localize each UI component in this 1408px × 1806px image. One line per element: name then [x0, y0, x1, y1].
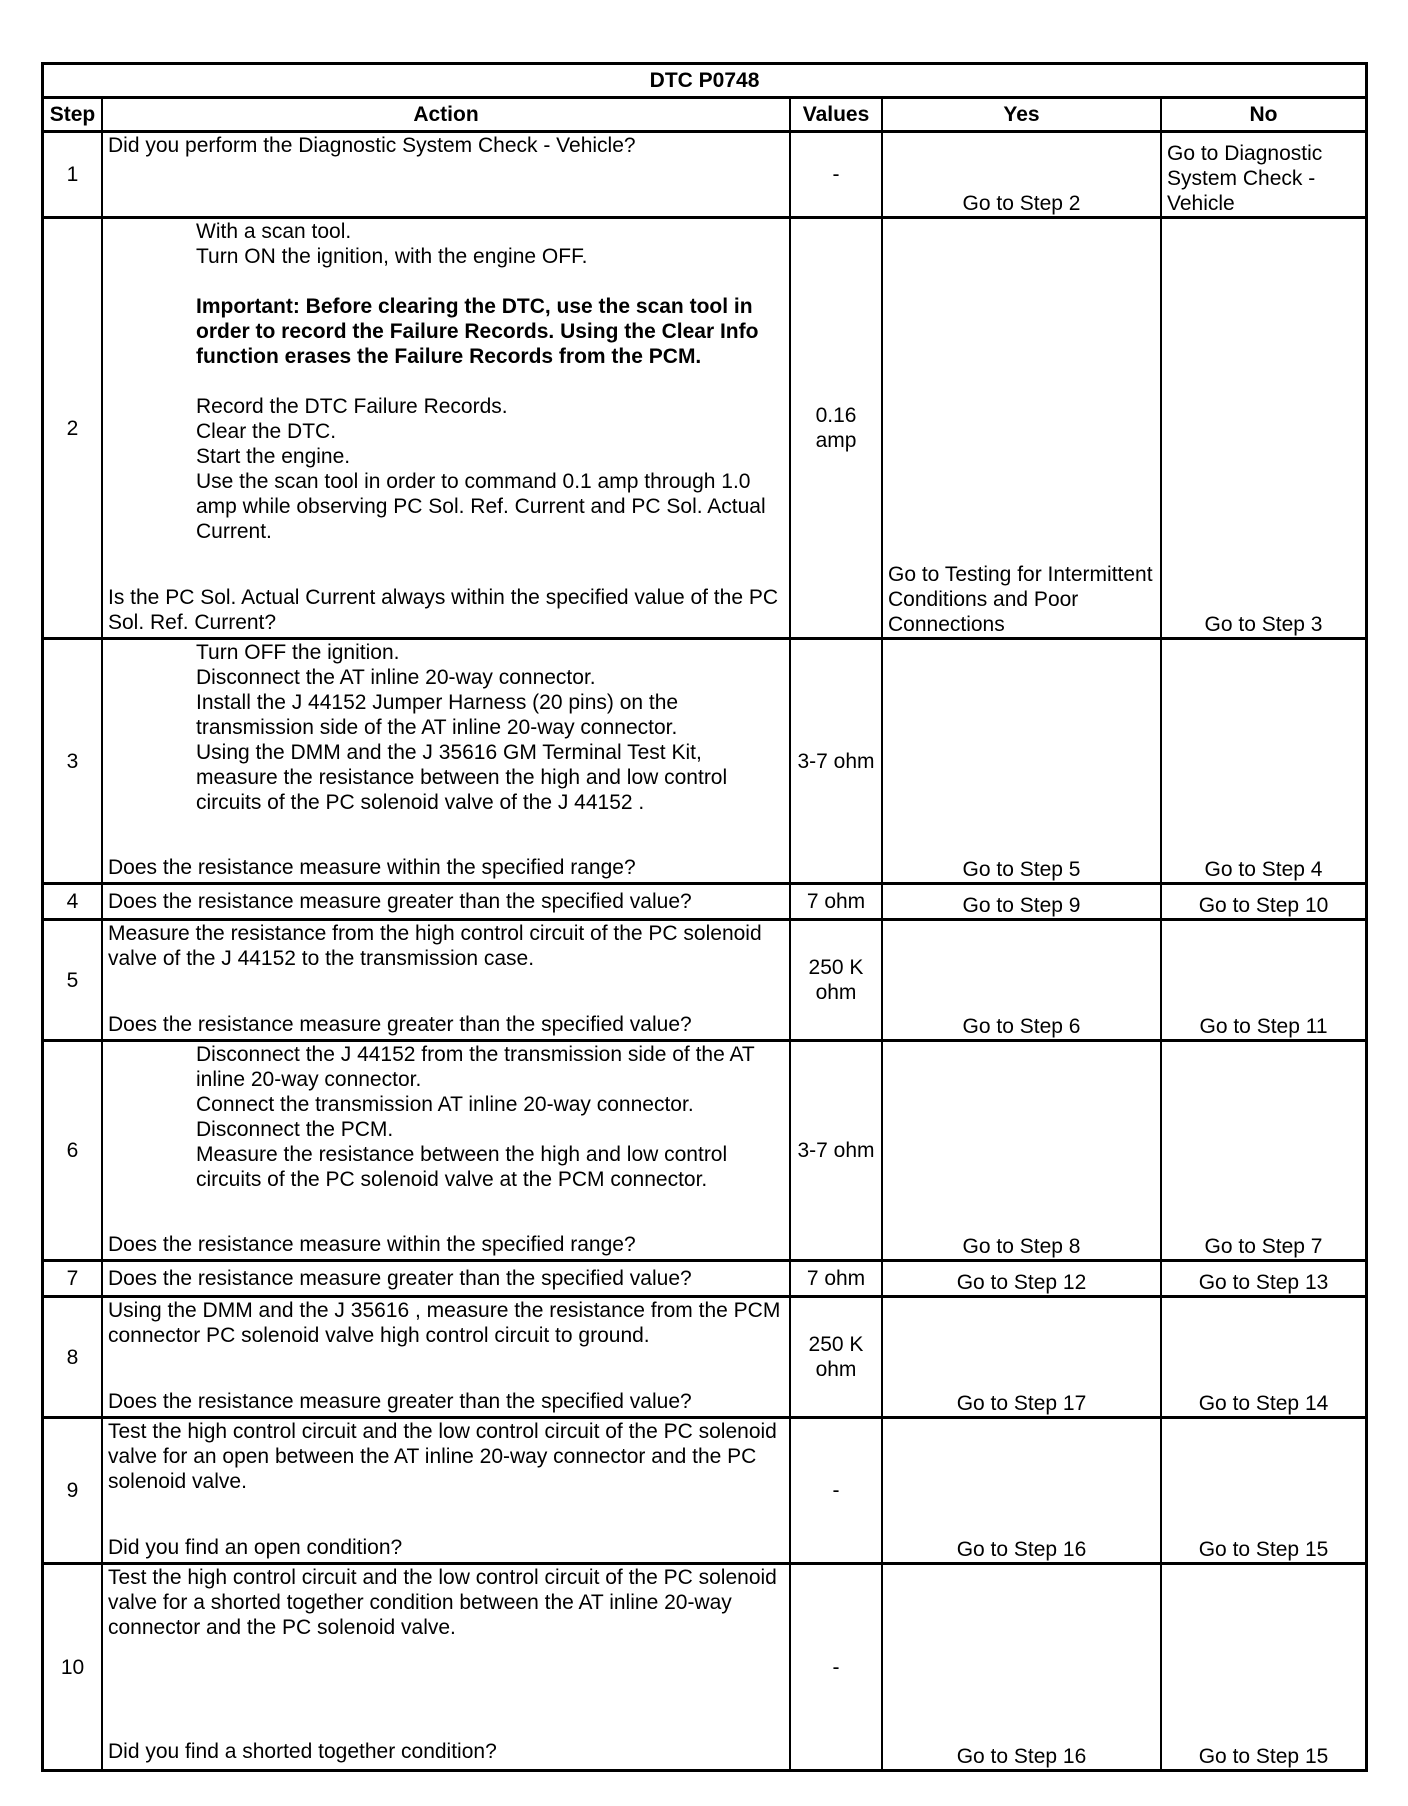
- yes-action: Go to Step 2: [883, 133, 1162, 219]
- step-number: 10: [44, 1565, 103, 1769]
- action-cell: [103, 219, 791, 640]
- header-no: No: [1162, 99, 1365, 133]
- spec-value: 7 ohm: [791, 885, 883, 921]
- table-row: [44, 1419, 1365, 1565]
- table-row: [44, 1565, 1365, 1769]
- instruction-line: With a scan tool.: [196, 220, 352, 243]
- instruction-list: [108, 640, 784, 815]
- instruction-line: Use the scan tool in order to command 0.1 amp through 1.0 amp while observing PC Sol. Ref. Current and PC Sol. Actual Current.: [196, 470, 766, 543]
- spec-value: 3-7 ohm: [791, 640, 883, 885]
- action-cell: [103, 921, 791, 1042]
- action-cell: [103, 640, 791, 885]
- header-row: [44, 99, 1365, 133]
- step-number: 7: [44, 1262, 103, 1298]
- header-action: Action: [103, 99, 791, 133]
- step-number: 6: [44, 1042, 103, 1262]
- spec-value: 250 K ohm: [791, 1298, 883, 1419]
- instruction-line: Disconnect the AT inline 20-way connector.: [196, 666, 596, 689]
- step-number: 3: [44, 640, 103, 885]
- action-question: Does the resistance measure within the specified range?: [108, 856, 636, 879]
- yes-action: Go to Step 12: [883, 1262, 1162, 1298]
- action-question: Did you find a shorted together condition?: [108, 1740, 497, 1763]
- instruction-line: Disconnect the J 44152 from the transmission side of the AT inline 20-way connector.: [196, 1043, 755, 1091]
- no-action: Go to Step 3: [1162, 219, 1365, 640]
- table-title: DTC P0748: [44, 65, 1365, 99]
- instruction-line: Start the engine.: [196, 445, 351, 468]
- table-row: [44, 640, 1365, 885]
- table-row: [44, 133, 1365, 219]
- action-text: Using the DMM and the J 35616 , measure the resistance from the PCM connector PC solenoid valve high control circuit to ground.: [108, 1299, 781, 1347]
- action-question: Does the resistance measure greater than the specified value?: [108, 1390, 692, 1413]
- no-action: Go to Step 15: [1162, 1419, 1365, 1565]
- instruction-line: Clear the DTC.: [196, 420, 337, 443]
- instruction-line: Turn ON the ignition, with the engine OFF.: [196, 245, 588, 268]
- action-question: Did you find an open condition?: [108, 1536, 403, 1559]
- header-step: Step: [44, 99, 103, 133]
- step-number: 1: [44, 133, 103, 219]
- yes-action: Go to Step 16: [883, 1565, 1162, 1769]
- no-action: Go to Step 14: [1162, 1298, 1365, 1419]
- instruction-line: Install the J 44152 Jumper Harness (20 pins) on the transmission side of the AT inline 20-way connector.: [196, 691, 679, 739]
- yes-action: Go to Testing for Intermittent Conditions and Poor Connections: [883, 219, 1162, 640]
- step-number: 5: [44, 921, 103, 1042]
- header-values: Values: [791, 99, 883, 133]
- action-text: Does the resistance measure greater than the specified value?: [103, 885, 791, 921]
- action-text: Test the high control circuit and the low control circuit of the PC solenoid valve for an open between the AT inline 20-way connector and the PC solenoid valve.: [108, 1420, 777, 1493]
- table-row: [44, 1262, 1365, 1298]
- step-number: 4: [44, 885, 103, 921]
- yes-action: Go to Step 8: [883, 1042, 1162, 1262]
- header-yes: Yes: [883, 99, 1162, 133]
- instruction-line: Measure the resistance between the high and low control circuits of the PC solenoid valve at the PCM connector.: [196, 1143, 728, 1191]
- no-action: Go to Step 13: [1162, 1262, 1365, 1298]
- no-action: Go to Diagnostic System Check - Vehicle: [1162, 133, 1365, 219]
- important-note: Important: Before clearing the DTC, use the scan tool in order to record the Failure Records. Using the Clear Info function erases the Failure Records from the PCM.: [196, 295, 759, 368]
- yes-action: Go to Step 6: [883, 921, 1162, 1042]
- no-action: Go to Step 7: [1162, 1042, 1365, 1262]
- dtc-diagnostic-table: [41, 62, 1368, 1772]
- no-action: Go to Step 10: [1162, 885, 1365, 921]
- action-cell: [103, 1419, 791, 1565]
- table-row: [44, 1298, 1365, 1419]
- action-text: Did you perform the Diagnostic System Check - Vehicle?: [103, 133, 791, 219]
- action-cell: [103, 1565, 791, 1769]
- spec-value: 7 ohm: [791, 1262, 883, 1298]
- no-action: Go to Step 11: [1162, 921, 1365, 1042]
- instruction-line: Disconnect the PCM.: [196, 1118, 394, 1141]
- spec-value: -: [791, 1419, 883, 1565]
- action-text: Does the resistance measure greater than the specified value?: [103, 1262, 791, 1298]
- spec-value: 3-7 ohm: [791, 1042, 883, 1262]
- yes-action: Go to Step 9: [883, 885, 1162, 921]
- spec-value: 250 K ohm: [791, 921, 883, 1042]
- yes-action: Go to Step 16: [883, 1419, 1162, 1565]
- action-question: Does the resistance measure greater than the specified value?: [108, 1013, 692, 1036]
- spec-value: 0.16 amp: [791, 219, 883, 640]
- yes-action: Go to Step 17: [883, 1298, 1162, 1419]
- instruction-line: Using the DMM and the J 35616 GM Terminal Test Kit, measure the resistance between the high and low control circuits of the PC solenoid valve of the J 44152 .: [196, 741, 728, 814]
- step-number: 2: [44, 219, 103, 640]
- spec-value: -: [791, 1565, 883, 1769]
- action-cell: [103, 1042, 791, 1262]
- instruction-line: Connect the transmission AT inline 20-way connector.: [196, 1093, 694, 1116]
- step-number: 9: [44, 1419, 103, 1565]
- table-row: [44, 219, 1365, 640]
- instruction-line: Turn OFF the ignition.: [196, 641, 400, 664]
- instruction-list: [108, 219, 784, 544]
- spec-value: -: [791, 133, 883, 219]
- action-cell: [103, 1298, 791, 1419]
- yes-action: Go to Step 5: [883, 640, 1162, 885]
- no-action: Go to Step 4: [1162, 640, 1365, 885]
- action-text: Test the high control circuit and the low control circuit of the PC solenoid valve for a shorted together condition between the AT inline 20-way connector and the PC solenoid valve.: [108, 1566, 777, 1639]
- table-row: [44, 1042, 1365, 1262]
- action-text: Measure the resistance from the high control circuit of the PC solenoid valve of the J 44152 to the transmission case.: [108, 922, 762, 970]
- table-row: [44, 921, 1365, 1042]
- no-action: Go to Step 15: [1198, 1745, 1329, 1768]
- action-question: Is the PC Sol. Actual Current always within the specified value of the PC Sol. Ref. Current?: [108, 586, 779, 634]
- instruction-line: Record the DTC Failure Records.: [196, 395, 508, 418]
- action-question: Does the resistance measure within the specified range?: [108, 1233, 636, 1256]
- instruction-list: [108, 1042, 784, 1192]
- step-number: 8: [44, 1298, 103, 1419]
- table-row: [44, 885, 1365, 921]
